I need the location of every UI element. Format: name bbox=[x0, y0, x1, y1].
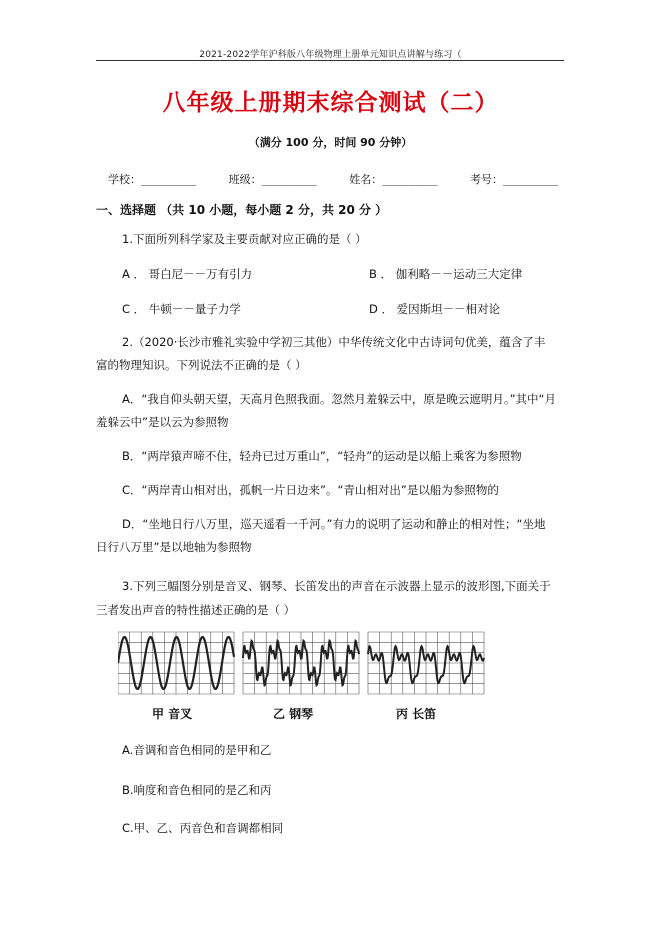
student-info-row bbox=[108, 171, 558, 187]
q2-option-a-line1: A．“我自仰头朝天望，天高月色照我面。忽然月羞躲云中，原是晚云遮明月。”其中“月 bbox=[122, 392, 556, 406]
q2-stem-line2: 富的物理知识。下列说法不正确的是（ ） bbox=[96, 358, 307, 372]
running-header: 2021-2022学年沪科版八年级物理上册单元知识点讲解与练习（ bbox=[199, 50, 462, 60]
header-divider bbox=[96, 60, 564, 61]
waveform-tuning-fork bbox=[118, 632, 234, 694]
q2-stem-line1: 2.（2020·长沙市雅礼实验中学初三其他）中华传统文化中古诗词句优美，蕴含了丰 bbox=[122, 335, 546, 349]
q3-option-a: A.音调和音色相同的是甲和乙 bbox=[122, 743, 272, 757]
school-field: 学校：__________ bbox=[108, 173, 196, 186]
q3-option-c: C.甲、乙、丙音色和音调都相同 bbox=[122, 821, 284, 835]
exam-subtitle: （满分 100 分，时间 90 分钟） bbox=[248, 136, 413, 149]
q2-option-b: B．“两岸猿声啼不住，轻舟已过万重山”，“轻舟”的运动是以船上乘客为参照物 bbox=[122, 449, 522, 463]
q2-option-c: C．“两岸青山相对出，孤帆一片日边来”。“青山相对出”是以船为参照物的 bbox=[122, 483, 499, 497]
waveform-flute bbox=[368, 632, 484, 694]
q1-option-c: C ． 牛顿－－量子力学 bbox=[122, 302, 241, 316]
q1-option-d: D ． 爱因斯坦－－相对论 bbox=[369, 302, 501, 316]
q1-option-a: A ． 哥白尼－－万有引力 bbox=[122, 267, 253, 281]
page-title: 八年级上册期末综合测试（二） bbox=[162, 90, 499, 116]
q3-stem-line1: 3.下列三幅图分别是音叉、钢琴、长笛发出的声音在示波器上显示的波形图,下面关于 bbox=[122, 579, 551, 593]
caption-tuning-fork: 甲 音叉 bbox=[152, 707, 193, 721]
class-field: 班级：__________ bbox=[228, 173, 317, 186]
q2-option-d-line1: D．“坐地日行八万里，巡天遥看一千河。”有力的说明了运动和静止的相对性；“坐地 bbox=[122, 517, 546, 531]
caption-piano: 乙 钢琴 bbox=[273, 707, 314, 721]
q1-stem: 1.下面所列科学家及主要贡献对应正确的是（ ） bbox=[122, 232, 367, 246]
waveform-piano bbox=[243, 632, 359, 694]
caption-flute: 丙 长笛 bbox=[396, 707, 437, 721]
q3-stem-line2: 三者发出声音的特性描述正确的是（ ） bbox=[96, 603, 296, 617]
waveform-figure bbox=[118, 630, 490, 696]
q2-option-a-line2: 羞躲云中”是以云为参照物 bbox=[96, 415, 229, 429]
q2-option-d-line2: 日行八万里”是以地轴为参照物 bbox=[96, 540, 252, 554]
q3-option-b: B.响度和音色相同的是乙和丙 bbox=[122, 783, 272, 797]
section-heading: 一、选择题 （共 10 小题，每小题 2 分，共 20 分 ） bbox=[96, 203, 388, 217]
q1-option-b: B ． 伽利略－－运动三大定律 bbox=[369, 267, 523, 281]
exam-number-field: 考号：__________ bbox=[469, 173, 558, 186]
name-field: 姓名：__________ bbox=[349, 173, 438, 186]
